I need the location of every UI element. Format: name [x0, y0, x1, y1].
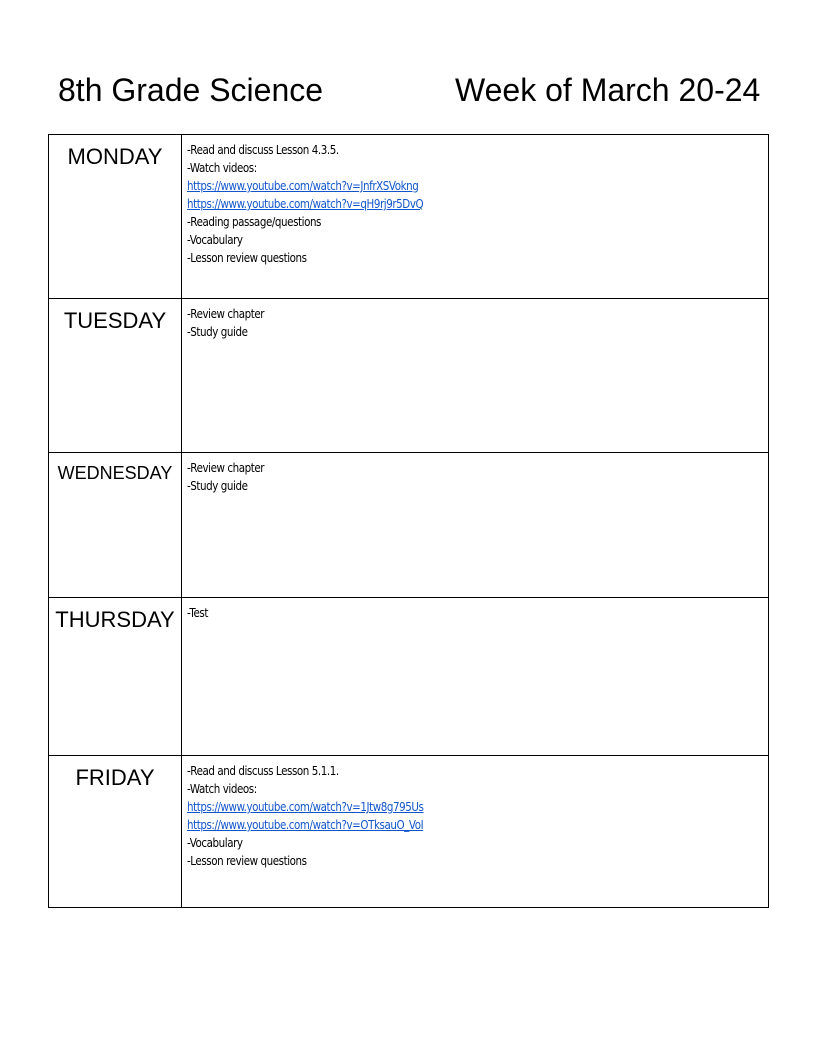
task-item: -Vocabulary	[187, 836, 243, 850]
day-label-thursday: THURSDAY	[55, 607, 175, 632]
course-title: 8th Grade Science	[58, 72, 324, 108]
tasks-cell-tuesday	[182, 299, 769, 453]
task-item: -Lesson review questions	[187, 854, 307, 868]
task-item: -Read and discuss Lesson 5.1.1.	[187, 764, 339, 778]
day-label-tuesday: TUESDAY	[63, 308, 167, 333]
tasks-cell-monday	[182, 135, 769, 299]
day-label-wednesday: WEDNESDAY	[57, 463, 173, 483]
day-cell-thursday	[49, 598, 182, 756]
day-row-tuesday	[49, 299, 769, 453]
video-link[interactable]: https://www.youtube.com/watch?v=qH9rj9r5DvQ	[187, 197, 424, 211]
tasks-cell-friday	[182, 756, 769, 908]
task-item: -Study guide	[187, 479, 248, 493]
day-cell-wednesday	[49, 453, 182, 598]
task-item: -Review chapter	[187, 307, 265, 321]
tasks-cell-thursday	[182, 598, 769, 756]
day-label-friday: FRIDAY	[75, 765, 155, 790]
task-item: -Test	[187, 606, 208, 620]
video-link[interactable]: https://www.youtube.com/watch?v=OTksauO_VoI	[187, 818, 424, 832]
day-row-monday	[49, 135, 769, 299]
week-title: Week of March 20-24	[455, 72, 761, 108]
task-item: -Lesson review questions	[187, 251, 307, 265]
task-item: -Watch videos:	[187, 782, 257, 796]
day-row-thursday	[49, 598, 769, 756]
video-link[interactable]: https://www.youtube.com/watch?v=1Jtw8g795Us	[187, 800, 424, 814]
day-cell-monday	[49, 135, 182, 299]
day-label-monday: MONDAY	[67, 144, 163, 169]
task-item: -Review chapter	[187, 461, 265, 475]
task-item: -Vocabulary	[187, 233, 243, 247]
day-cell-friday	[49, 756, 182, 908]
task-item: -Study guide	[187, 325, 248, 339]
tasks-cell-wednesday	[182, 453, 769, 598]
task-item: -Read and discuss Lesson 4.3.5.	[187, 143, 339, 157]
day-cell-tuesday	[49, 299, 182, 453]
video-link[interactable]: https://www.youtube.com/watch?v=JnfrXSVokng	[187, 179, 419, 193]
day-row-wednesday	[49, 453, 769, 598]
day-row-friday	[49, 756, 769, 908]
task-item: -Reading passage/questions	[187, 215, 322, 229]
task-item: -Watch videos:	[187, 161, 257, 175]
weekly-plan-table	[48, 134, 769, 908]
